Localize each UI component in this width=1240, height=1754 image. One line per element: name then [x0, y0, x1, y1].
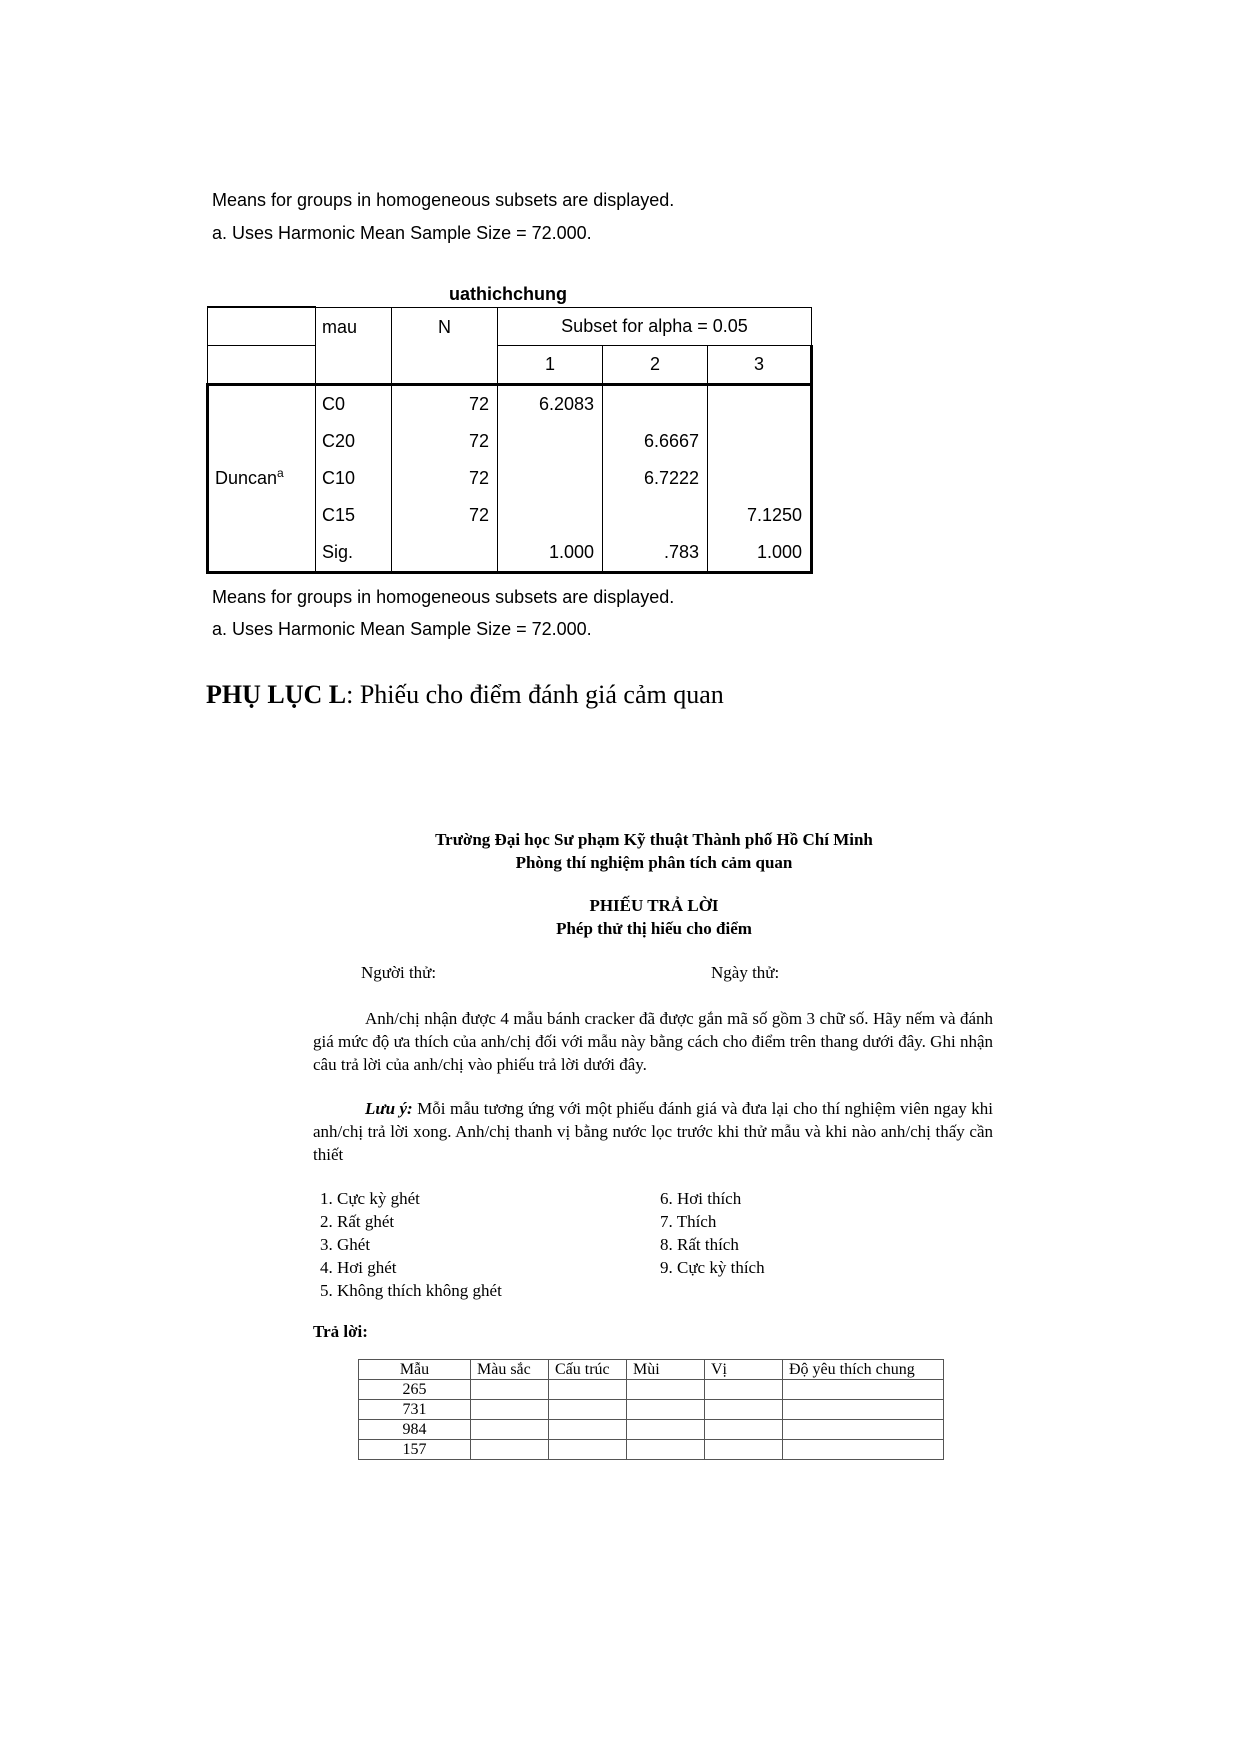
- table-cell-s1: 6.2083: [498, 385, 603, 424]
- answer-header-color: Màu sắc: [471, 1360, 549, 1380]
- table-cell-s2: [603, 497, 708, 534]
- answer-header-taste: Vị: [705, 1360, 783, 1380]
- scale-item: 8. Rất thích: [660, 1235, 739, 1254]
- table-cell-s3: [708, 385, 812, 424]
- table-cell-s1: [498, 497, 603, 534]
- sample-code: 157: [359, 1440, 471, 1460]
- table-cell-n: 72: [392, 497, 498, 534]
- header-subset-2: 2: [603, 346, 708, 385]
- table-cell-s2: 6.7222: [603, 460, 708, 497]
- scale-item: 9. Cực kỳ thích: [660, 1258, 765, 1277]
- table-cell-s2: [603, 385, 708, 424]
- answer-cell[interactable]: [471, 1400, 549, 1420]
- table-cell-s2: 6.6667: [603, 423, 708, 460]
- table-cell-sig-label: Sig.: [316, 534, 392, 573]
- instructions-paragraph: Anh/chị nhận được 4 mẫu bánh cracker đã được gắn mã số gồm 3 chữ số. Hãy nếm và đánh giá mức độ ưa thích của anh/chị đối với mẫu này bằng cách cho điểm trên thang dưới đây. Ghi nhận câu trả lời của anh/chị vào phiếu trả lời dưới đây.: [313, 1009, 993, 1074]
- sample-code: 984: [359, 1420, 471, 1440]
- top-note-means: Means for groups in homogeneous subsets are displayed.: [212, 190, 675, 210]
- answer-header-sample: Mẫu: [359, 1360, 471, 1380]
- table-cell-sig-3: 1.000: [708, 534, 812, 573]
- duncan-footnote-marker: a: [277, 466, 284, 480]
- note-text: Mỗi mẫu tương ứng với một phiếu đánh giá và đưa lại cho thí nghiệm viên ngay khi anh/chị trả lời xong. Anh/chị thanh vị bằng nước lọc trước khi thử mẫu và khi nào anh/chị thấy cần thiết: [313, 1099, 993, 1164]
- answer-header-smell: Mùi: [627, 1360, 705, 1380]
- row-label-duncan: [208, 385, 316, 573]
- appendix-title: : Phiếu cho điểm đánh giá cảm quan: [346, 680, 724, 709]
- header-empty-1: [208, 307, 316, 346]
- spss-table-title: uathichchung: [449, 284, 567, 304]
- appendix-heading: [206, 680, 724, 710]
- table-cell-s1: [498, 423, 603, 460]
- duncan-label: Duncan: [215, 468, 278, 488]
- answer-cell[interactable]: [627, 1420, 705, 1440]
- answer-cell[interactable]: [549, 1440, 627, 1460]
- appendix-label: PHỤ LỤC L: [206, 680, 347, 709]
- header-subset: Subset for alpha = 0.05: [498, 307, 812, 346]
- test-name: Phép thử thị hiếu cho điểm: [556, 919, 752, 938]
- header-mau: mau: [316, 307, 392, 385]
- answer-cell[interactable]: [549, 1400, 627, 1420]
- table-cell-n: [392, 534, 498, 573]
- sample-code: 731: [359, 1400, 471, 1420]
- top-note-harmonic: a. Uses Harmonic Mean Sample Size = 72.000.: [212, 223, 592, 243]
- answer-cell[interactable]: [705, 1400, 783, 1420]
- answer-table: [358, 1359, 944, 1460]
- date-label: Ngày thử:: [711, 963, 780, 982]
- table-cell-n: 72: [392, 460, 498, 497]
- answer-cell[interactable]: [549, 1420, 627, 1440]
- school-name: Trường Đại học Sư phạm Kỹ thuật Thành phố Hồ Chí Minh: [435, 830, 873, 849]
- answer-cell[interactable]: [471, 1380, 549, 1400]
- scale-item: 7. Thích: [660, 1212, 717, 1231]
- answer-cell[interactable]: [471, 1440, 549, 1460]
- table-cell-s3: 7.1250: [708, 497, 812, 534]
- scale-item: 6. Hơi thích: [660, 1189, 742, 1208]
- sheet-title: PHIẾU TRẢ LỜI: [589, 896, 719, 915]
- answer-header-overall: Độ yêu thích chung: [783, 1360, 944, 1380]
- scale-item: 2. Rất ghét: [320, 1212, 395, 1231]
- answer-cell[interactable]: [783, 1400, 944, 1420]
- bottom-note-means: Means for groups in homogeneous subsets are displayed.: [212, 587, 675, 607]
- header-empty-2: [208, 346, 316, 385]
- answer-cell[interactable]: [783, 1440, 944, 1460]
- table-cell-mau: C15: [316, 497, 392, 534]
- answer-cell[interactable]: [705, 1420, 783, 1440]
- answer-cell[interactable]: [705, 1380, 783, 1400]
- scale-item: 3. Ghét: [320, 1235, 371, 1254]
- answer-cell[interactable]: [627, 1440, 705, 1460]
- table-cell-sig-1: 1.000: [498, 534, 603, 573]
- scale-item: 5. Không thích không ghét: [320, 1281, 502, 1300]
- table-cell-mau: C0: [316, 385, 392, 424]
- answer-cell[interactable]: [705, 1440, 783, 1460]
- tester-label: Người thử:: [361, 963, 437, 982]
- answer-cell[interactable]: [471, 1420, 549, 1440]
- scale-item: 1. Cực kỳ ghét: [320, 1189, 420, 1208]
- header-subset-1: 1: [498, 346, 603, 385]
- answer-header-texture: Cấu trúc: [549, 1360, 627, 1380]
- header-subset-3: 3: [708, 346, 812, 385]
- sample-code: 265: [359, 1380, 471, 1400]
- answer-cell[interactable]: [783, 1420, 944, 1440]
- table-cell-s1: [498, 460, 603, 497]
- table-cell-sig-2: .783: [603, 534, 708, 573]
- note-paragraph: [313, 1097, 993, 1166]
- scale-list-right: [660, 1187, 765, 1279]
- bottom-note-harmonic: a. Uses Harmonic Mean Sample Size = 72.000.: [212, 619, 592, 639]
- note-label: Lưu ý:: [365, 1099, 413, 1118]
- table-cell-n: 72: [392, 385, 498, 424]
- table-cell-n: 72: [392, 423, 498, 460]
- answer-cell[interactable]: [549, 1380, 627, 1400]
- duncan-table: [206, 306, 813, 574]
- lab-name: Phòng thí nghiệm phân tích cảm quan: [515, 853, 793, 872]
- answer-cell[interactable]: [627, 1400, 705, 1420]
- answer-cell[interactable]: [627, 1380, 705, 1400]
- answer-label: Trả lời:: [313, 1322, 368, 1341]
- table-cell-mau: C20: [316, 423, 392, 460]
- scale-item: 4. Hơi ghét: [320, 1258, 397, 1277]
- answer-cell[interactable]: [783, 1380, 944, 1400]
- table-cell-mau: C10: [316, 460, 392, 497]
- table-cell-s3: [708, 423, 812, 460]
- header-n: N: [392, 307, 498, 385]
- scale-list-left: [320, 1187, 502, 1302]
- table-cell-s3: [708, 460, 812, 497]
